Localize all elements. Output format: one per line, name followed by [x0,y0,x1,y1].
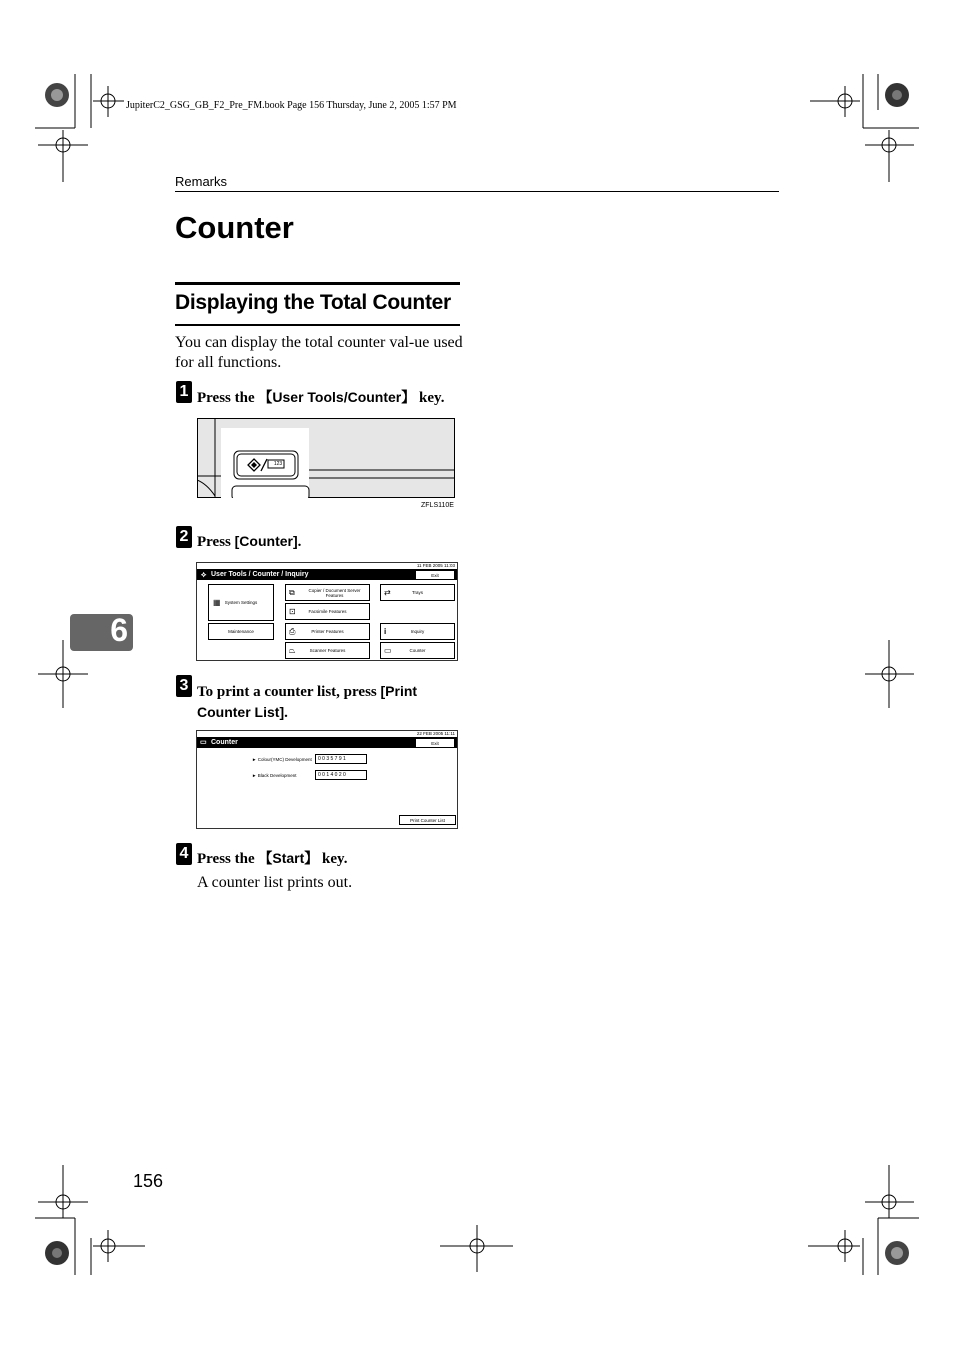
step-4-text [197,848,347,869]
fig3-title: Counter [211,739,238,746]
fig3-exit-button[interactable]: Exit [415,738,455,748]
section-label: Remarks [175,174,228,189]
user-tools-icon: ⟡ [201,570,207,579]
step-4-result: A counter list prints out. [197,874,353,891]
page-title: Counter [175,210,294,245]
step-2-text [197,531,301,552]
subtitle-bottom-rule [175,324,460,326]
maintenance-button[interactable] [208,623,274,640]
black-development-value: 0 0 1 4 0 2 0 [315,770,367,780]
printer-features-label: Printer Features [311,629,344,634]
printer-icon: ⎙ [289,626,296,636]
file-metadata: JupiterC2_GSG_GB_F2_Pre_FM.book Page 156 Thursday, June 2, 2005 1:57 PM [126,100,457,111]
step-4-pre: Press the [197,851,259,867]
copier-features-button[interactable] [285,584,370,601]
step-3-post: . [284,705,288,721]
counter-button[interactable] [380,642,455,659]
info-icon: i [384,627,387,636]
intro-text: You can display the total counter val-ue used for all functions. [175,334,463,371]
colour-development-label: ► Colour(YMC) Development [252,757,312,762]
fig2-datetime: 11 FEB 2005 11:03 [416,563,455,568]
system-settings-button[interactable] [208,584,274,621]
trays-button[interactable] [380,584,455,601]
facsimile-features-button[interactable] [285,603,370,620]
facsimile-features-label: Facsimile Features [308,609,347,614]
header-rule [175,191,779,192]
step-4-post: key. [318,851,348,867]
copier-icon: ⧉ [289,587,295,597]
colour-development-value: 0 0 3 5 7 9 1 [315,754,367,764]
screen-user-tools [196,562,458,661]
step-1-number: 1 [176,381,192,403]
scanner-features-label: Scanner Features [309,648,346,653]
figure-caption: ZFLS110E [421,502,454,509]
step-1-post: key. [415,390,445,406]
step-1-text [197,387,444,408]
trays-label: Trays [411,590,424,595]
key-label: 123 [273,461,283,467]
print-counter-list-button[interactable]: Print Counter List [399,815,456,825]
system-settings-label: System Settings [224,600,258,605]
section-heading: Displaying the Total Counter [175,291,451,314]
step-3-number: 3 [176,675,192,697]
fig3-datetime: 22 FEB 2005 11:11 [416,731,455,736]
inquiry-label: Inquiry [410,629,425,634]
chapter-number: 6 [110,612,128,648]
step-2-number: 2 [176,526,192,548]
step-4-key: 【Start】 [258,850,319,866]
step-2-key: [Counter] [234,533,298,549]
fax-icon: ⊡ [289,607,296,616]
inquiry-button[interactable] [380,623,455,640]
chapter-tab [70,614,133,651]
step-1-key: 【User Tools/Counter】 [258,389,416,405]
fig2-exit-button[interactable]: Exit [415,570,455,580]
black-development-label: ► Black Development [252,773,297,778]
counter-icon: ▭ [384,646,392,655]
step-4-number: 4 [176,843,192,865]
step-3-pre: To print a counter list, press [197,684,381,700]
step-3-text [197,681,467,723]
step-2-pre: Press [197,534,235,550]
step-2-post: . [297,534,302,550]
copier-features-label: Copier / Document Server Features [308,587,361,598]
figure-control-panel [197,418,455,498]
maintenance-label: Maintenance [228,629,254,634]
step-3-key: [Print Counter List] [197,683,418,720]
step-1-pre: Press the [197,390,259,406]
scanner-features-button[interactable] [285,642,370,659]
scanner-icon: ⏢ [289,645,296,655]
screen-counter [196,730,458,829]
subtitle-top-rule [175,282,460,285]
counter-label: Counter [409,648,426,653]
page-number: 156 [133,1171,164,1191]
counter-title-icon: ▭ [200,739,207,746]
control-panel-illustration [197,418,455,498]
printer-features-button[interactable] [285,623,370,640]
system-settings-icon: ▦ [213,598,221,607]
fig2-title: User Tools / Counter / Inquiry [211,571,309,578]
trays-icon: ⇄ [384,588,391,597]
